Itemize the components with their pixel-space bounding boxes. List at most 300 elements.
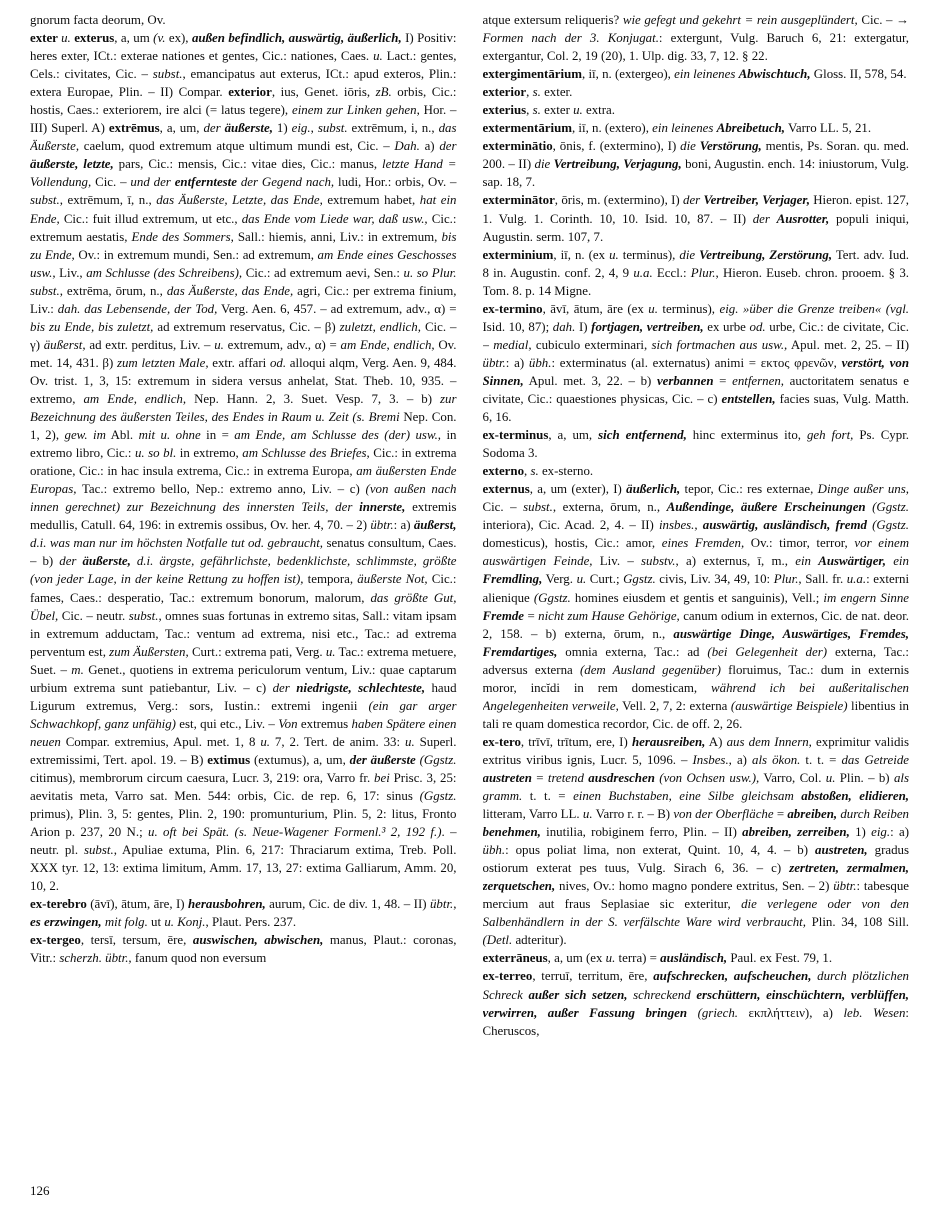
text-run: entfernen, xyxy=(732,373,784,388)
text-run: übh. xyxy=(528,355,552,370)
text-run: ein xyxy=(795,554,819,569)
text-run: übtr. xyxy=(429,897,454,912)
text-run: : externi alienique xyxy=(482,572,909,605)
text-run: (āvī), ātum, āre, I) xyxy=(86,897,189,912)
text-run: Curt.; xyxy=(586,572,624,587)
text-run: aufschrecken, aufscheuchen, xyxy=(653,969,812,984)
text-run: gnorum facta deorum, Ov. xyxy=(30,13,166,27)
text-run: Isid. 10, 87); xyxy=(482,319,553,334)
text-run: extremus xyxy=(297,716,352,731)
text-run: subst. xyxy=(30,193,60,208)
text-run: extrēmus xyxy=(108,121,160,136)
text-run: , Sall. fr. xyxy=(798,572,847,587)
text-run: Ov.: timor, terror, xyxy=(744,536,855,551)
text-run: = xyxy=(713,373,733,388)
text-run: innerste, xyxy=(359,500,406,515)
text-run: zertreten, zermalmen, zerquetschen, xyxy=(482,861,909,894)
text-run: Cic.: extremum aestatis, xyxy=(30,211,457,244)
text-run: übh. xyxy=(482,843,506,858)
text-run: gradus ostiorum exterat pes tuus, Vulg. Sirach 6, 36. – c) xyxy=(482,843,909,876)
entry-continuation-right xyxy=(483,11,910,65)
text-run: das größte Gut, Übel, xyxy=(30,590,457,623)
text-run: extremum habet, xyxy=(322,193,420,208)
text-run: sich entfernend, xyxy=(598,428,687,443)
text-run: , emancipatus aut exterus, ICt.: apud exteros, Plin.: extera Europae, Plin. – II) Compar. xyxy=(30,67,457,100)
text-run: Abwischtuch, xyxy=(738,67,811,82)
text-run: u. so bl. xyxy=(134,446,177,461)
text-run: pars, Cic.: mensis, Cic.: vitae dies, Cic.: manus, xyxy=(113,157,383,172)
text-run: , xyxy=(310,121,318,136)
text-run: eig. »über die Grenze treiben« (vgl. xyxy=(719,301,909,316)
text-run: u. xyxy=(605,951,616,966)
text-run: u. so Plur. subst. xyxy=(30,265,457,298)
text-run: das Äußerste, xyxy=(30,121,457,154)
text-run: u.a. xyxy=(633,265,653,280)
text-run: substv. xyxy=(641,554,676,569)
text-run: extergimentārium xyxy=(482,67,583,82)
text-run: Apul. met. 3, 22. – b) xyxy=(523,373,657,388)
text-run: , āvī, ātum, āre (ex xyxy=(542,301,649,316)
text-run: äußerlich, xyxy=(626,482,681,497)
text-run: Ggstz. xyxy=(623,572,656,587)
entry-exterminator xyxy=(483,191,910,245)
text-run: ausländisch, xyxy=(660,951,728,966)
text-run: eig. xyxy=(291,121,311,136)
text-run: bis zu Ende, xyxy=(30,229,457,262)
text-run: auswischen, abwischen, xyxy=(192,933,324,948)
text-run: äußerst, xyxy=(43,337,86,352)
text-run: : opus poliat lima, non exterat, Quint. 10, 4, 4. – b) xyxy=(505,843,815,858)
text-run: caelum, quod extremum atque ultimum mundi est, Cic. – xyxy=(79,139,395,154)
text-run: der xyxy=(203,121,225,136)
text-run: im engern Sinne xyxy=(823,590,909,605)
text-run: ein leinenes xyxy=(674,67,739,82)
text-run: u. xyxy=(825,770,836,785)
text-run: orbis, Cic.: hostis, Caes.: exteriorem, ire alci (= latus tegere), xyxy=(30,85,457,118)
text-run: Vertreibung, Verjagung, xyxy=(553,157,682,172)
text-run: canum odium in externos, Cic. de nat. deor. 2, 158. – b) externa, ōrum, n., xyxy=(482,608,909,641)
text-run: (Ggstz. xyxy=(419,789,457,804)
text-run: abreiben, xyxy=(787,807,838,822)
text-run: extimus xyxy=(207,752,251,767)
text-run: (Ggstz. xyxy=(872,518,909,533)
text-run: mentis, Ps. Soran. qu. med. 200. – II) xyxy=(482,139,909,172)
text-run: Cic.: fuit illud extremum, ut etc., xyxy=(59,211,242,226)
text-run: u. xyxy=(582,807,593,822)
text-run: abstoßen, elidieren, xyxy=(801,789,909,804)
text-run: exterior xyxy=(228,85,272,100)
text-run: terminus), xyxy=(618,247,680,262)
text-run: Dinge außer uns, xyxy=(817,482,909,497)
text-run: als gramm. xyxy=(482,770,909,804)
text-run: zuletzt, endlich, xyxy=(339,319,421,334)
text-run: εκπλήττειν), a) xyxy=(738,1005,844,1020)
text-run: , xyxy=(526,103,533,118)
text-run: : Cheruscos, xyxy=(482,1005,909,1038)
text-run: übtr. xyxy=(370,518,394,533)
text-run: bei xyxy=(374,770,390,785)
text-run: am Ende eines Geschosses usw., xyxy=(30,247,457,280)
text-run: Paul. ex Fest. 79, 1. xyxy=(727,951,833,966)
text-run: gew. im xyxy=(64,428,106,443)
text-run: das Ende vom Liede war, daß usw., xyxy=(241,211,428,226)
text-run: am Ende, endlich, xyxy=(340,337,435,352)
text-run: leb. Wesen xyxy=(843,1005,906,1020)
text-run: exter. xyxy=(540,85,573,100)
entry-continuation-left xyxy=(30,11,457,29)
text-run: übtr. xyxy=(482,355,506,370)
text-run: Verg. Aen. 6, 457. – ad extremum, adv., α) = xyxy=(217,301,457,316)
text-run: tempora, xyxy=(303,572,358,587)
text-run: Apul. met. 2, 25. – II) xyxy=(787,337,909,352)
text-run: der Gegend nach, xyxy=(236,175,335,190)
text-run: ad extr. perditus, Liv. – xyxy=(85,337,215,352)
text-run: u. xyxy=(648,301,658,316)
text-run: am Ende, am Schlusse des (der) usw., xyxy=(234,428,442,443)
text-run: t. t. = xyxy=(800,752,842,767)
text-run: (von außen nach innen gerechnet) zur Bezeichnung des innersten Teils, der xyxy=(30,482,457,515)
text-run: und der xyxy=(130,175,175,190)
text-run: , xyxy=(524,464,531,479)
text-run: Cic. – → xyxy=(857,13,909,27)
text-run: Cic. – xyxy=(482,500,524,515)
text-run: fortjagen, vertreiben, xyxy=(591,319,704,334)
text-run: (Detl. xyxy=(482,933,513,948)
text-run: außen befindlich, auswärtig, äußerlich, xyxy=(191,31,402,46)
text-run: am Schlusse (des Schreibens), xyxy=(86,265,243,280)
text-run: Varro, Col. xyxy=(759,770,826,785)
text-run: domesticus), hostis, Cic.: amor, xyxy=(482,536,662,551)
text-run: , Hieron. Euseb. chron. prooem. § 3. Tom. 8. p. 14 Migne. xyxy=(482,265,909,298)
text-run: civis, Liv. 34, 49, 10: xyxy=(655,572,774,587)
text-run: der xyxy=(752,211,777,226)
text-run: agri, Cic.: per extrema finium, Liv.: xyxy=(30,283,457,316)
text-run: , iī, n. (extero), xyxy=(571,121,653,136)
text-run: , a, um, xyxy=(548,428,599,443)
text-run: Varro r. r. – B) xyxy=(592,807,674,822)
text-run: (bei Gelegenheit der) xyxy=(707,644,828,659)
text-run: Cic.: fames, Caes.: desperatio, Tac.: extremum bonorum, malorum, xyxy=(30,572,457,605)
text-run: atque extersum reliqueris? xyxy=(482,13,623,27)
text-run: : a) xyxy=(890,825,909,840)
text-run: die xyxy=(679,247,700,262)
text-run: Nep. Hann. 2, 3. Suet. Vesp. 7, 3. – b) xyxy=(186,391,441,406)
text-run: Tac.: extremo bello, Nep.: extremo anno, Liv. – c) xyxy=(76,482,366,497)
text-run: litteram, Varro LL. xyxy=(482,807,583,822)
text-run: scherzh. übtr., xyxy=(59,951,132,966)
text-run: , omnes suas fortunas in extremo sitas, Sall.: vitam ipsam in extremum adductam, Tac.: ventum ad extrema, nisi etc., Tac.: ad extrema perventum est, xyxy=(30,608,457,659)
text-run: die xyxy=(680,139,700,154)
text-run: , trīvī, trītum, ere, I) xyxy=(520,734,632,749)
text-run: exter xyxy=(540,103,574,118)
text-run: der äußerste xyxy=(349,752,420,767)
text-run: Eccl.: xyxy=(652,265,691,280)
text-run: u. Konj. xyxy=(164,915,206,930)
text-run: Tac.: extrema metuere, Suet. – xyxy=(30,644,457,677)
text-run: terminus), xyxy=(657,301,720,316)
text-run: entstellen, xyxy=(721,391,776,406)
text-run: , tersī, tersum, ēre, xyxy=(80,933,193,948)
text-run: tretend xyxy=(547,770,589,785)
text-run: ex urbe xyxy=(703,319,750,334)
text-run: u. xyxy=(260,734,270,749)
text-run: schreckend xyxy=(627,987,697,1002)
text-run: est, qui etc., Liv. – xyxy=(175,716,279,731)
text-run: Vertreiber, Verjager, xyxy=(703,193,810,208)
text-run: einen Buchstaben, eine Silbe gleichsam xyxy=(573,789,802,804)
text-run: aus dem Innern, xyxy=(726,734,812,749)
text-run: haben Spätere einen neuen xyxy=(30,716,457,749)
text-run: u. xyxy=(61,31,71,46)
text-run: in extremo libro, Cic.: xyxy=(30,428,457,461)
text-run: , extrēmum, ī, n., xyxy=(59,193,157,208)
text-run: floruimus, Tac.: dum in externis moror, incĭdi in rem domesticam, xyxy=(482,662,909,695)
text-run: austreten xyxy=(482,770,532,785)
text-run: dah. xyxy=(552,319,576,334)
text-run: , a, um (ex xyxy=(547,951,606,966)
text-run: Ov.: in extremum mundi, Sen.: ad extremum, xyxy=(74,247,318,262)
text-run: insbes., xyxy=(658,518,698,533)
text-run: facies suas, Vulg. Matth. 6, 16. xyxy=(482,391,909,425)
text-run: nicht zum Hause Gehörige, xyxy=(538,608,680,623)
entry-exterminatio xyxy=(483,137,910,191)
text-run: , iī, n. (ex xyxy=(553,247,610,262)
text-run: s. xyxy=(530,464,539,479)
text-run: (griech. xyxy=(697,1005,739,1020)
text-run: ex-terreo xyxy=(482,969,533,984)
text-run: od. xyxy=(749,319,766,334)
text-run: d.i. ärgste, gefährlichste, bedenklichste, schlimmste, größte (von jeder Lage, in der keine Rettung zu hoffen ist), xyxy=(30,554,457,587)
text-run: Plur. xyxy=(773,572,799,587)
text-run: dah. das Lebensende, der Tod, xyxy=(57,301,218,316)
text-run: extr. affari xyxy=(208,355,270,370)
text-run: zum Äußersten, xyxy=(109,644,189,659)
entry-exterior xyxy=(483,83,910,101)
text-run: Cic. – xyxy=(91,175,131,190)
entry-ex-tergeo xyxy=(30,931,457,967)
entry-ex-terebro xyxy=(30,895,457,931)
text-run: hinc exterminus ito, xyxy=(686,428,807,443)
entry-ex-tero xyxy=(483,733,910,950)
text-run: . – neutr. pl. xyxy=(30,825,457,858)
text-run: externo xyxy=(482,464,525,479)
text-run: homines eiusdem et gentis et sanguinis), Vell.; xyxy=(570,590,824,605)
text-run: benehmen, xyxy=(482,825,541,840)
text-run: außer sich setzen, xyxy=(528,987,628,1002)
text-run: der xyxy=(439,139,457,154)
entry-ex-terreo xyxy=(483,967,910,1039)
text-run: (v. xyxy=(153,31,166,46)
text-run: s. xyxy=(532,103,541,118)
text-run: eig. xyxy=(871,825,891,840)
text-run: Formen nach der 3. Konjugat. xyxy=(482,31,659,46)
text-run: haud Ligurum extremus, Verg.: sors, Iustin.: extremi ingenii xyxy=(30,680,457,713)
text-run: durch Reiben xyxy=(837,807,909,822)
text-run: Ps. Cypr. Sodoma 3. xyxy=(482,428,909,461)
text-run: herausreiben, xyxy=(631,734,706,749)
text-run: Genet., quotiens in extrema periculorum ventum, Liv.: quae captarum urbium extrema sunt patiebantur, Liv. – c) xyxy=(30,662,457,695)
text-run: , iī, n. (extergeo), xyxy=(582,67,675,82)
text-run: ein xyxy=(885,554,909,569)
text-run: mit u. ohne xyxy=(138,428,201,443)
text-run: Von xyxy=(278,716,298,731)
text-run: , a, um xyxy=(114,31,154,46)
text-run: u. xyxy=(609,247,619,262)
text-run: einem zur Linken gehen, xyxy=(291,103,420,118)
text-run: exter xyxy=(30,31,62,46)
text-run: primus), Plin. 3, 5: gentes, Plin. 2, 190: promunturium, Plin. 5, 2: litus, Fronto Arion p. 237, 20 N.; xyxy=(30,807,457,840)
text-run: , xyxy=(526,85,533,100)
text-run: extremis medullis, Catull. 64, 196: in extremis ossibus, Ov. her. 4, 70. – 2) xyxy=(30,500,457,533)
entry-externus xyxy=(483,480,910,733)
text-run: subst. xyxy=(523,500,553,515)
text-run: a) xyxy=(731,752,753,767)
text-run: äußerste Not, xyxy=(357,572,428,587)
text-run: populi iniqui, Augustin. serm. 107, 7. xyxy=(482,211,909,244)
text-run: (Ggstz. xyxy=(419,752,457,767)
text-run: Lact.: gentes, Cels.: civitates, Cic. – xyxy=(30,49,457,82)
text-run: : tabesque mercium aut fraus Seplasiae sic exteritur, xyxy=(482,879,909,912)
text-run: Fremdling, xyxy=(482,572,543,587)
text-run: u. xyxy=(325,644,336,659)
text-run: , Plaut. Pers. 237. xyxy=(205,915,297,930)
text-run: äußerste, xyxy=(224,121,273,136)
text-run: Vell. 2, 7, 2: externa xyxy=(618,698,731,713)
entry-exterminium xyxy=(483,246,910,300)
text-run: geh fort, xyxy=(806,428,854,443)
text-run: in = xyxy=(200,428,235,443)
text-run: exterus xyxy=(74,31,115,46)
text-run: in extremo, xyxy=(176,446,243,461)
text-run: 1) xyxy=(849,825,872,840)
text-run: = xyxy=(524,608,539,623)
text-run: austreten, xyxy=(815,843,868,858)
text-run: auswärtige Dinge, Auswärtiges, Fremdes, Fremdartiges, xyxy=(482,626,909,659)
text-run: ut xyxy=(147,915,165,930)
text-run: verstört, von Sinnen, xyxy=(482,355,909,388)
text-run: 7, 2. Tert. de anim. 33: xyxy=(270,734,406,749)
text-run: subst. xyxy=(128,608,159,623)
text-run: exterminātio xyxy=(482,139,553,154)
text-run: Vertreibung, Zerstörung, xyxy=(699,247,833,262)
text-run: subst. xyxy=(83,843,114,858)
text-run: Ende des Sommers, xyxy=(131,229,234,244)
text-run: exterrāneus xyxy=(482,951,548,966)
text-run: Fremde xyxy=(482,608,525,623)
text-run: u.a. xyxy=(846,572,867,587)
text-run: Verg. xyxy=(542,572,577,587)
text-run: Curt.: extrema pati, Verg. xyxy=(188,644,326,659)
text-run: : extergunt, Vulg. Baruch 6, 21: extergatur, extergantur, Col. 2, 19 (20), 1. Ulp. dig. 33, 7, 12. § 22. xyxy=(482,31,909,64)
text-run: , externa, ōrum, n., xyxy=(552,500,667,515)
text-run: externus xyxy=(482,482,530,497)
text-run: entfernteste xyxy=(174,175,237,190)
text-run: Cic.: ad extremum aevi, Sen.: xyxy=(242,265,404,280)
text-run: (von Ochsen usw.), xyxy=(659,770,760,785)
entry-extergimentarium xyxy=(483,65,910,83)
text-run: eines Fremden, xyxy=(661,536,745,551)
text-run: exterminātor xyxy=(482,193,555,208)
text-run: Liv., xyxy=(55,265,87,280)
text-run: exterior xyxy=(482,85,527,100)
text-run: adteritur). xyxy=(512,933,567,948)
text-run: ex-terebro xyxy=(30,897,87,912)
text-run: Plin. 34, 108 Sill. xyxy=(806,915,909,930)
text-run: niedrigste, schlechteste, xyxy=(296,680,426,695)
text-run: äußerste, letzte, xyxy=(30,157,114,172)
text-run: herausbohren, xyxy=(188,897,266,912)
text-run: während ich bei außeritalischen Angelegenheiten verweile, xyxy=(482,680,909,713)
text-run: : exterminatus (al. externatus) animi = εκτος φρενῶν, xyxy=(551,355,842,370)
text-run: , ōris, m. (extermino), I) xyxy=(554,193,683,208)
text-run: extra. xyxy=(582,103,615,118)
text-run: das Äußerste, das Ende, xyxy=(166,283,294,298)
text-run: (auswärtige Beispiele) xyxy=(730,698,848,713)
text-run: (Ggstz. xyxy=(872,500,909,515)
text-run: (ein gar arger Schwachkopf, ganz unfähig) xyxy=(30,698,457,731)
text-run: auswärtig, ausländisch, fremd xyxy=(702,518,873,533)
entry-extermentarium xyxy=(483,119,910,137)
text-run: , a, um, xyxy=(159,121,204,136)
text-run: nives, Ov.: homo magno pondere extritus, Sen. – 2) xyxy=(555,879,834,894)
text-run: Dah. xyxy=(394,139,420,154)
text-run: Cic. – γ) xyxy=(30,319,457,352)
text-run: u. xyxy=(405,734,415,749)
text-run: Plin. – b) xyxy=(835,770,894,785)
entry-externo xyxy=(483,462,910,480)
text-run: u. xyxy=(373,49,383,64)
text-run: omnia externa, Tac.: ad xyxy=(557,644,708,659)
text-run: ex-tero xyxy=(482,734,521,749)
text-run: Hor. – III) Superl. A) xyxy=(30,103,457,136)
text-run: wie gefegt und gekehrt = rein ausgeplündert, xyxy=(622,13,858,27)
text-run: erschüttern, einschüchtern, verblüffen, verwirren, außer Fassung bringen xyxy=(482,987,909,1020)
text-run: : a) xyxy=(393,518,414,533)
text-run: u. xyxy=(576,572,587,587)
text-run: ludi, Hor.: orbis, Ov. – xyxy=(334,175,457,190)
text-run: ex-terminus xyxy=(482,428,549,443)
text-run: Cic.: in extrema oratione, Cic.: in hac insula extrema, Cic.: in extrema Europa, xyxy=(30,446,457,479)
text-run: hat ein Ende, xyxy=(30,193,457,226)
text-run: aurum, Cic. de div. 1, 48. – II) xyxy=(265,897,430,912)
text-run: t. t. = xyxy=(522,789,574,804)
text-run: I) Positiv: heres exter, ICt.: exterae nationes et gentes, Cic.: nationes, Caes. xyxy=(30,31,457,64)
text-run: Hieron. epist. 127, 1. Vulg. 1. Corinth. 10, 10. Isid. 10, 87. – II) xyxy=(482,193,909,226)
text-run: Superl. extremissimi, Tert. apol. 19. – B) xyxy=(30,734,457,767)
text-run: Ausrotter, xyxy=(776,211,830,226)
text-run: interiora), Cic. Acad. 2, 4. – II) xyxy=(482,518,659,533)
text-run: der xyxy=(59,554,83,569)
entry-exterraneus xyxy=(483,949,910,967)
text-run: s. xyxy=(532,85,541,100)
entry-ex-terminus xyxy=(483,426,910,462)
text-run: ex-sterno. xyxy=(538,464,594,479)
text-run: am Schlusse des Briefes, xyxy=(242,446,370,461)
text-run: m. xyxy=(71,662,84,677)
text-run: libentius in tali re quam domestica recordor, Cic. de off. 2, 26. xyxy=(482,698,909,731)
text-run: Ov. met. 14, 431. β) xyxy=(30,337,457,370)
text-run: Auswärtiger, xyxy=(818,554,886,569)
text-run: die verlegene oder von den Salbenhändlern in der S. verfälschte Ware wird verbraucht, xyxy=(482,897,909,930)
text-run: : a) xyxy=(505,355,529,370)
text-run: od. xyxy=(269,355,287,370)
text-run: Cic. – neutr. xyxy=(58,608,129,623)
text-run: zum letzten Male, xyxy=(116,355,209,370)
left-column xyxy=(30,11,457,1171)
text-run: , extrēma, ōrum, n., xyxy=(59,283,167,298)
text-run: das Getreide xyxy=(841,752,909,767)
text-run: Gloss. II, 578, 54. xyxy=(810,67,907,82)
